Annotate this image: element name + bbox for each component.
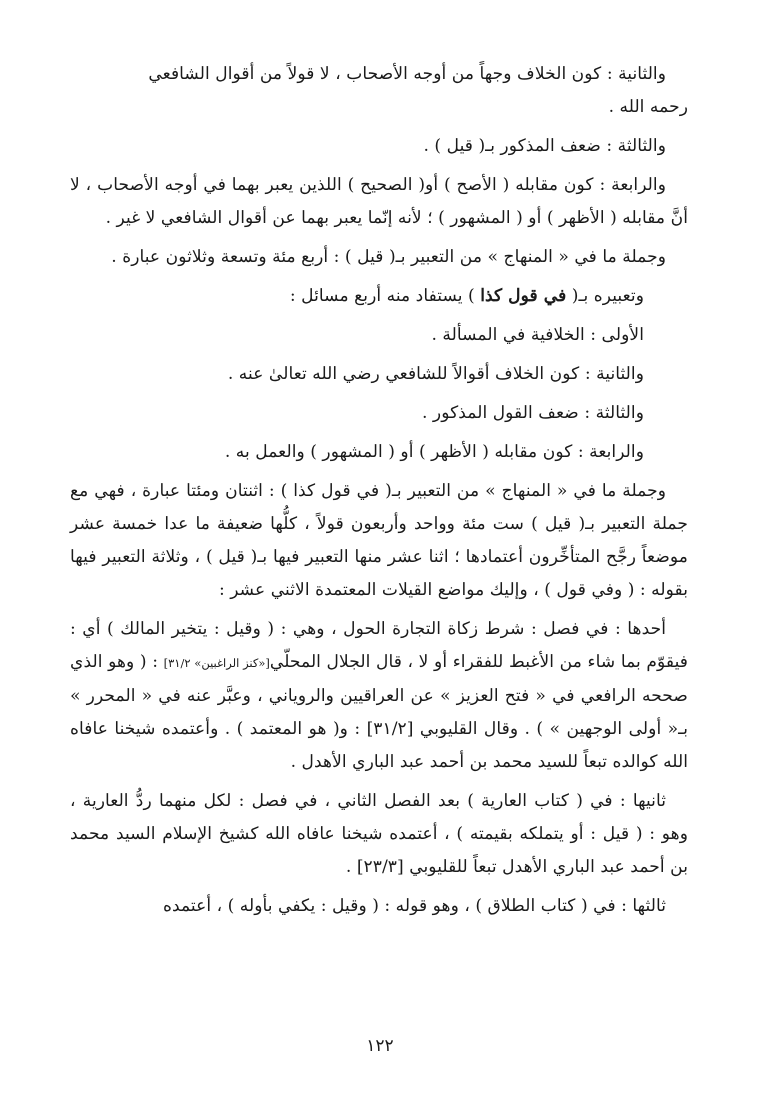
paragraph-11-end: : ( وهو الذي صححه الرافعي في « فتح العزيز » عن العراقيين والروياني ، وعبَّر عنه في « المحرر » بـ« أولى الوجهين » ) . وقال القليوبي [٣١/٢] : و( هو المعتمد ) . وأعتمده شيخنا عافاه الله كوالده تبعاً للسيد محمد بن أحمد عبد الباري الأهدل .: [70, 652, 688, 772]
page-body: [70, 58, 688, 1058]
paragraph-8: والثالثة : ضعف القول المذكور .: [421, 403, 644, 423]
paragraph-7: والثانية : كون الخلاف أقوالاً للشافعي رضي الله تعالىٰ عنه .: [227, 364, 644, 384]
paragraph-5: [70, 280, 688, 313]
paragraph-1-line-1: والثانية : كون الخلاف وجهاً من أوجه الأصحاب ، لا قولاً من أقوال الشافعي: [148, 64, 666, 84]
paragraph-12: ثانيها : في ( كتاب العارية ) بعد الفصل الثاني ، في فصل : لكل منهما ردُّ العارية ، وهو : ( قيل : أو يتملكه بقيمته ) ، أعتمده شيخنا عافاه الله كشيخ الإسلام السيد محمد بن أحمد عبد الباري الأهدل تبعاً للقليوبي [٢٣/٣] .: [70, 791, 688, 877]
page-number: ١٢٢: [366, 1036, 394, 1056]
paragraph-2: والثالثة : ضعف المذكور بـ( قيل ) .: [423, 136, 666, 156]
paragraph-6: الأولى : الخلافية في المسألة .: [431, 325, 644, 345]
paragraph-1-line-2: رحمه الله .: [608, 97, 688, 117]
paragraph-10: وجملة ما في « المنهاج » من التعبير بـ( في قول كذا ) : اثنتان ومئتا عبارة ، فهي مع جملة التعبير بـ( قيل ) ست مئة وواحد وأربعون قولاً ، كلُّها ضعيفة ما عدا خمسة عشر موضعاً رجَّح المتأخِّرون أعتمادها ؛ اثنا عشر منها التعبير فيها بـ( قيل ) ، وثلاثة التعبير فيها بقوله : ( وفي قول ) ، وإليك مواضع القيلات المعتمدة الاثني عشر :: [70, 481, 688, 600]
paragraph-11: [70, 613, 688, 779]
paragraph-1: [70, 58, 688, 124]
paragraph-4: وجملة ما في « المنهاج » من التعبير بـ( قيل ) : أربع مئة وتسعة وثلاثون عبارة .: [111, 247, 666, 267]
paragraph-9: والرابعة : كون مقابله ( الأظهر ) أو ( المشهور ) والعمل به .: [224, 442, 644, 462]
paragraph-5-start: وتعبيره بـ(: [571, 286, 644, 306]
paragraph-5-end: ) يستفاد منه أربع مسائل :: [289, 286, 475, 306]
paragraph-3: والرابعة : كون مقابله ( الأصح ) أو( الصحيح ) اللذين يعبر بهما في أوجه الأصحاب ، لا أنَّ مقابله ( الأظهر ) أو ( المشهور ) ؛ لأنه إنّما يعبر بهما عن أقوال الشافعي لا غير .: [70, 175, 688, 228]
paragraph-11-reference: [«كنز الراغبين» ٣١/٢]: [163, 656, 270, 670]
paragraph-5-bold-phrase: في قول كذا: [480, 286, 567, 306]
paragraph-11-start: أحدها : في فصل : شرط زكاة التجارة الحول ، وهي : ( وقيل : يتخير المالك ) أي : فيقوّم بما شاء من الأغبط للفقراء أو لا ، قال الجلال المحلّي: [70, 619, 688, 672]
paragraph-13: ثالثها : في ( كتاب الطلاق ) ، وهو قوله : ( وقيل : يكفي بأوله ) ، أعتمده: [162, 896, 666, 916]
